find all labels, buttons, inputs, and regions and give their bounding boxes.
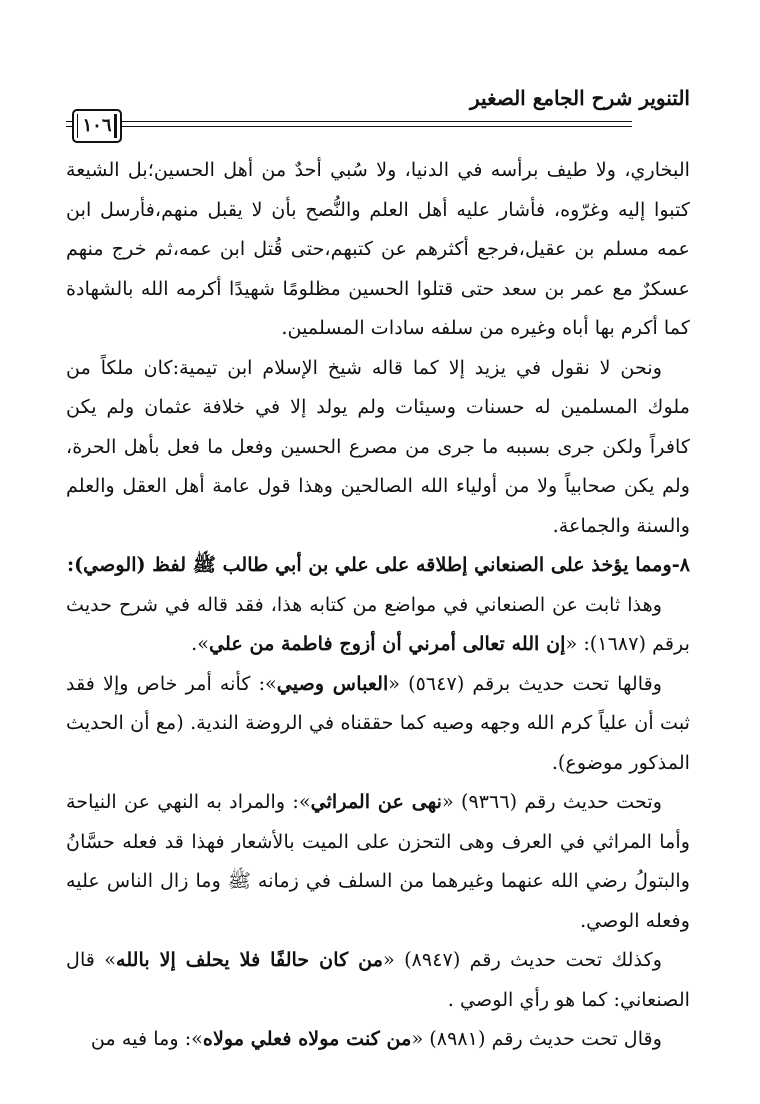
text-run: وتحت حديث رقم (٩٣٦٦) « bbox=[441, 790, 663, 813]
header-rule bbox=[66, 126, 632, 127]
paragraph: ونحن لا نقول في يزيد إلا كما قاله شيخ الإسلام ابن تيمية:كان ملكاً من ملوك المسلمين له حسنات وسيئات ولم يولد إلا في خلافة عثمان ولم يكن كافراً ولكن جرى بسببه ما جرى من مصرع الحسين وفعل ما فعل بأهل الحرة، ولم يكن صحابياً ولا من أولياء الله الصالحين وهذا قول عامة أهل العقل والعلم والسنة والجماعة. bbox=[66, 355, 690, 537]
page-header bbox=[66, 84, 690, 144]
book-title: التنوير شرح الجامع الصغير bbox=[470, 86, 690, 110]
paragraph bbox=[66, 782, 690, 940]
text-run: وكذلك تحت حديث رقم (٨٩٤٧) « bbox=[383, 948, 662, 971]
header-rule bbox=[66, 121, 632, 122]
text-run: »: وما فيه من bbox=[90, 1027, 203, 1050]
text-run: »: كأنه أمر خاص وإلا فقد ثبت أن علياً كرم الله وجهه وصيه كما حققناه في الروضة الندية. (مع أن الحديث المذكور موضوع). bbox=[66, 671, 690, 774]
hadith-quote: إن الله تعالى أمرني أن أزوج فاطمة من علي bbox=[208, 632, 566, 655]
paragraph bbox=[66, 940, 690, 1019]
section-heading: ٨-ومما يؤخذ على الصنعاني إطلاقه على علي بن أبي طالب ﷺ لفظ (الوصي): bbox=[66, 553, 690, 576]
text-run: وقال تحت حديث رقم (٨٩٨١) « bbox=[411, 1027, 662, 1050]
hadith-quote: من كان حالفًا فلا يحلف إلا بالله bbox=[116, 948, 384, 971]
hadith-quote: نهى عن المراثي bbox=[310, 790, 442, 813]
hadith-quote: العباس وصيي bbox=[276, 671, 389, 695]
page-number: ١٠٦ bbox=[72, 109, 122, 143]
paragraph: البخاري، ولا طيف برأسه في الدنيا، ولا سُبي أحدٌ من أهل الحسين؛بل الشيعة كتبوا إليه وغرّوه، فأشار عليه أهل العلم والنُّصح بأن لا يقبل منهم،فأرسل ابن عمه مسلم بن عقيل،فرجع أكثرهم عن كتبهم،حتى قُتل ابن عمه،ثم خرج منهم عسكرٌ مع عمر بن سعد حتى قتلوا الحسين مظلومًا شهيدًا أكرمه الله بالشهادة كما أكرم بها أباه وغيره من سلفه سادات المسلمين. bbox=[66, 158, 690, 339]
text-run: »: والمراد به النهي عن النياحة وأما المراثي في العرف وهى التحزن على الميت بالأشعار فهذا قد فعله حسَّانُ والبتولُ رضي الله عنهما وغيرهما من السلف في زمانه ﷺ وما زال الناس عليه وفعله الوصي. bbox=[66, 790, 690, 932]
paragraph bbox=[66, 1019, 690, 1059]
text-run: ». bbox=[191, 632, 209, 655]
paragraph bbox=[66, 664, 690, 783]
text-run: » قال الصنعاني: كما هو رأي الوصي . bbox=[66, 948, 690, 1011]
hadith-quote: من كنت مولاه فعلي مولاه bbox=[202, 1027, 412, 1050]
paragraph bbox=[66, 585, 690, 664]
text-run: وهذا ثابت عن الصنعاني في مواضع من كتابه هذا، فقد قاله في شرح حديث برقم (١٦٨٧): « bbox=[66, 592, 690, 655]
text-run: وقالها تحت حديث برقم (٥٦٤٧) « bbox=[388, 671, 663, 695]
page-body bbox=[66, 150, 690, 1059]
